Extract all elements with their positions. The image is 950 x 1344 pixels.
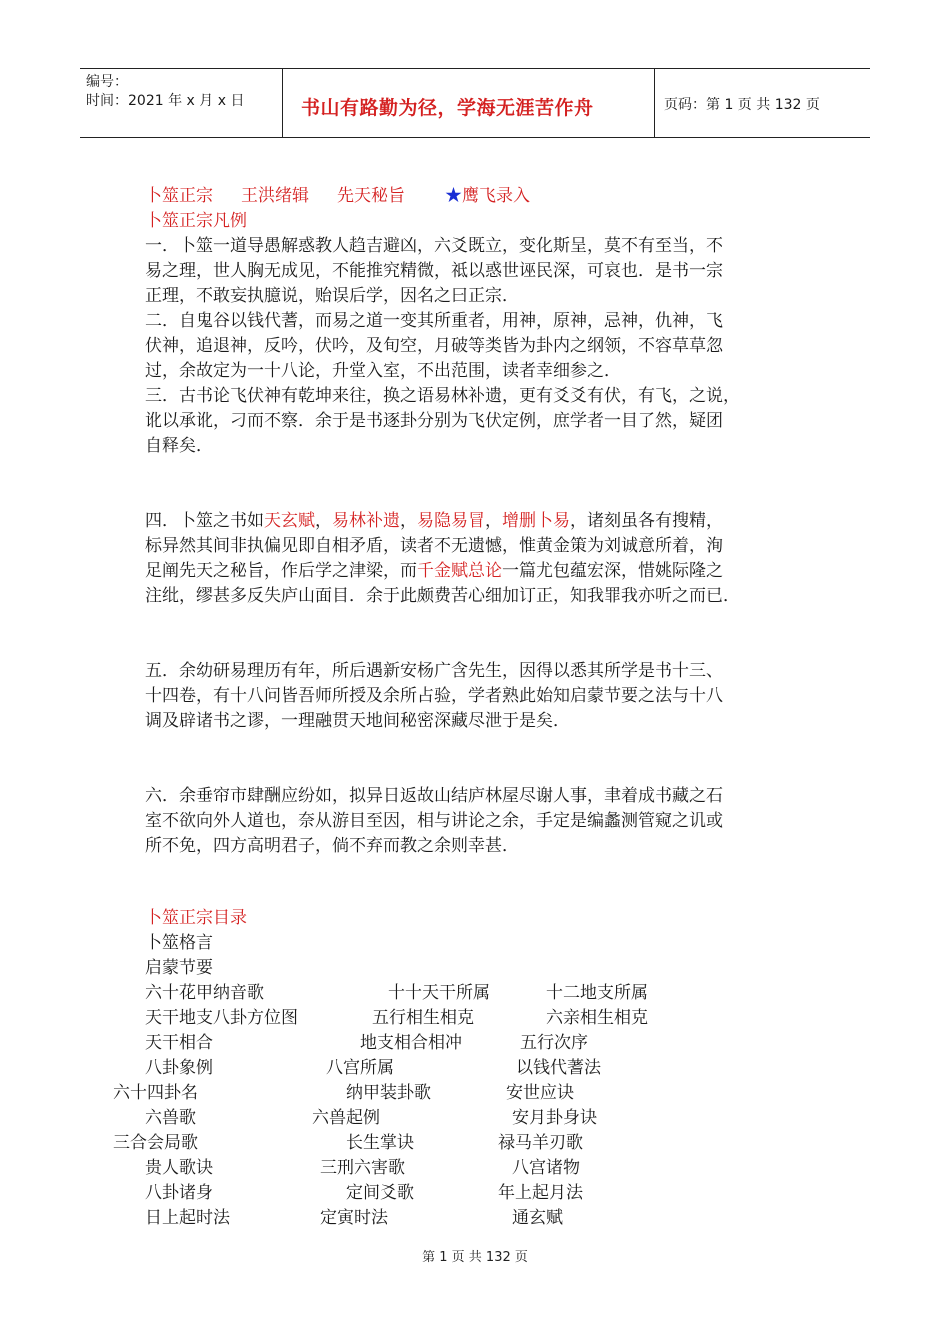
- para4-text: ，: [485, 511, 502, 531]
- para5-line: 调及辟诸书之谬，一理融贯天地间秘密深藏尽泄于是矣．: [145, 711, 570, 731]
- para6-line: 所不免，四方高明君子，倘不弃而教之余则幸甚．: [145, 836, 519, 856]
- toc-item: 天干地支八卦方位图: [145, 1008, 298, 1028]
- book-ref: 易隐易冒: [417, 511, 485, 531]
- transcriber: 鹰飞录入: [462, 186, 530, 206]
- page-footer: 第 1 页 共 132 页: [422, 1250, 528, 1265]
- para2-line: 过，余故定为一十八论，升堂入室，不出范围，读者幸细参之．: [145, 361, 621, 381]
- para4-text: 四．卜筮之书如: [145, 511, 264, 531]
- para4-text: 足阐先天之秘旨，作后学之津梁，而: [145, 561, 417, 581]
- toc-item: 天干相合: [145, 1033, 213, 1053]
- para4-text: ，: [400, 511, 417, 531]
- star-icon: ★: [445, 186, 462, 206]
- book-ref: 千金赋总论: [417, 561, 502, 581]
- toc-heading: 卜筮正宗目录: [145, 908, 247, 928]
- toc-item: 年上起月法: [498, 1183, 583, 1203]
- toc-item: 以钱代蓍法: [516, 1058, 601, 1078]
- book-ref: 易林补遗: [332, 511, 400, 531]
- toc-item: 贵人歌诀: [145, 1158, 213, 1178]
- toc-item: 八宫诸物: [512, 1158, 580, 1178]
- toc-item: 地支相合相冲: [360, 1033, 462, 1053]
- toc-item: 启蒙节要: [145, 958, 213, 978]
- para3-line: 三．古书论飞伏神有乾坤来往，换之语易林补遗，更有爻爻有伏，有飞，之说，: [145, 386, 740, 406]
- toc-item: 六兽起例: [312, 1108, 380, 1128]
- toc-item: 六十花甲纳音歌: [145, 983, 264, 1003]
- toc-item: 定间爻歌: [346, 1183, 414, 1203]
- toc-item: 十十天干所属: [388, 983, 490, 1003]
- para6-line: 六．余垂帘市肆酬应纷如，拟异日返故山结庐林屋尽谢人事，聿着成书藏之石: [145, 786, 723, 806]
- toc-item: 三合会局歌: [113, 1133, 198, 1153]
- toc-item: 三刑六害歌: [320, 1158, 405, 1178]
- para4-line: [145, 509, 723, 534]
- toc-item: 安月卦身诀: [512, 1108, 597, 1128]
- toc-item: 定寅时法: [320, 1208, 388, 1228]
- para4-text: ，: [315, 511, 332, 531]
- para3-line: 自释矣．: [145, 436, 213, 456]
- fanli-heading: 卜筮正宗凡例: [145, 211, 247, 231]
- para4-line: 标异然其间非执偏见即自相矛盾，读者不无遗憾，惟黄金策为刘诚意所着，洵: [145, 536, 723, 556]
- para5-line: 十四卷，有十八问皆吾师所授及余所占验，学者熟此始知启蒙节要之法与十八: [145, 686, 723, 706]
- para4-line: 注纰，缪甚多反失庐山面目．余于此颇费苦心细加订正，知我罪我亦听之而已．: [145, 586, 740, 606]
- para1-line: 一．卜筮一道导愚解惑教人趋吉避凶，六爻既立，变化斯呈，莫不有至当，不: [145, 236, 723, 256]
- toc-item: 十二地支所属: [546, 983, 648, 1003]
- toc-item: 八卦象例: [145, 1058, 213, 1078]
- para5-line: 五．余幼研易理历有年，所后遇新安杨广含先生，因得以悉其所学是书十三、: [145, 661, 723, 681]
- header-page-cell: [654, 69, 870, 137]
- header-page-info: 页码：第 1 页 共 132 页: [664, 97, 820, 113]
- para3-line: 讹以承讹，刁而不察．余于是书逐卦分别为飞伏定例，庶学者一目了然，疑团: [145, 411, 723, 431]
- para6-line: 室不欲向外人道也，奈从游目至因，相与讲论之余，手定是编蠡测管窥之讥或: [145, 811, 723, 831]
- toc-item: 日上起时法: [145, 1208, 230, 1228]
- page-header: [80, 68, 870, 138]
- code-label: 编号：: [86, 74, 128, 90]
- header-motto-cell: [283, 69, 655, 137]
- toc-item: 纳甲装卦歌: [346, 1083, 431, 1103]
- toc-item: 八卦诸身: [145, 1183, 213, 1203]
- toc-item: 禄马羊刃歌: [498, 1133, 583, 1153]
- title-line: [145, 184, 530, 209]
- toc-item: 长生掌诀: [346, 1133, 414, 1153]
- book-title: 卜筮正宗: [145, 186, 213, 206]
- subtitle: 先天秘旨: [337, 186, 405, 206]
- toc-item: 六十四卦名: [113, 1083, 198, 1103]
- para4-text: 一篇尤包蕴宏深，惜姚际隆之: [502, 561, 723, 581]
- time-label: 时间：2021 年 x 月 x 日: [86, 93, 245, 109]
- para4-line: [145, 559, 723, 584]
- para1-line: 易之理，世人胸无成见，不能推究精微，祗以惑世诬民深，可哀也．是书一宗: [145, 261, 723, 281]
- editor-name: 王洪绪辑: [241, 186, 309, 206]
- toc-item: 五行次序: [520, 1033, 588, 1053]
- para4-text: ，诸刻虽各有搜精，: [570, 511, 723, 531]
- toc-item: 五行相生相克: [372, 1008, 474, 1028]
- para1-line: 正理，不敢妄执臆说，贻误后学，因名之曰正宗．: [145, 286, 519, 306]
- toc-item: 八宫所属: [326, 1058, 394, 1078]
- toc-item: 六亲相生相克: [546, 1008, 648, 1028]
- book-ref: 增删卜易: [502, 511, 570, 531]
- toc-item: 卜筮格言: [145, 933, 213, 953]
- toc-item: 六兽歌: [145, 1108, 196, 1128]
- header-meta: [80, 69, 283, 137]
- para2-line: 二．自鬼谷以钱代蓍，而易之道一变其所重者，用神，原神，忌神，仇神，飞: [145, 311, 723, 331]
- book-ref: 天玄赋: [264, 511, 315, 531]
- header-motto: 书山有路勤为径，学海无涯苦作舟: [301, 97, 594, 119]
- toc-item: 通玄赋: [512, 1208, 563, 1228]
- para2-line: 伏神，追退神，反吟，伏吟，及旬空，月破等类皆为卦内之纲领，不容草草忽: [145, 336, 723, 356]
- toc-item: 安世应诀: [506, 1083, 574, 1103]
